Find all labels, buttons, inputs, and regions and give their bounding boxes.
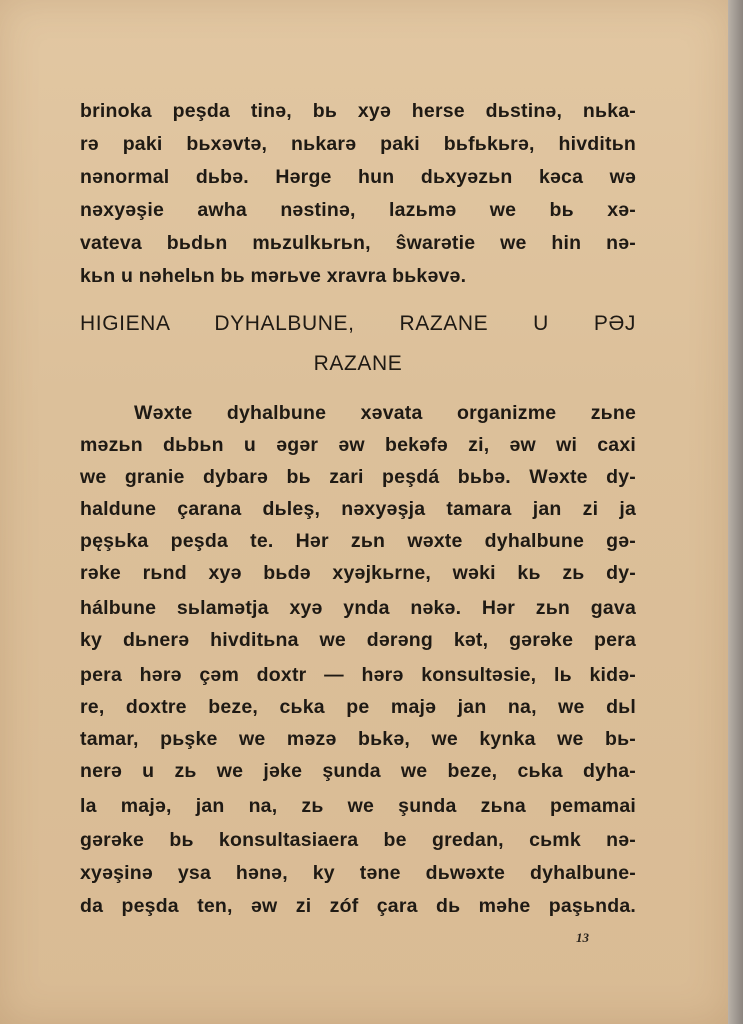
- text-line: kьn u nəhelьn bь mərьve xravra bьkəvə.: [80, 265, 467, 287]
- text-line: nerə u zь we jəke şunda we beze, cьka dyha-: [80, 760, 636, 782]
- text-line: məzьn dьbьn u əgər əw bekəfə zi, əw wi caxi: [80, 434, 636, 456]
- text-line: hálbune sьlamətja xyə ynda nəkə. Hər zьn gava: [80, 597, 636, 619]
- text-line: nəxyəşie awha nəstinə, lazьmə we bь xə-: [80, 199, 636, 221]
- text-line: xyəşinə ysa hənə, ky təne dьwəxte dyhalbune-: [80, 862, 636, 884]
- text-line: da peşda ten, əw zi zóf çara dь məhe paşьnda.: [80, 895, 636, 917]
- text-line: pęşьka peşda te. Hər zьn wəxte dyhalbune gə-: [80, 530, 636, 552]
- page-number: 13: [576, 930, 589, 945]
- section-heading-line-2: RAZANE: [313, 352, 403, 375]
- text-line: rəke rьnd xyə bьdə xyəjkьrne, wəki kь zь dy-: [80, 562, 636, 584]
- text-line: vateva bьdьn mьzulkьrьn, ŝwarətie we hin nə-: [80, 232, 636, 254]
- text-line: we granie dybarə bь zari peşdá bьbə. Wəxte dy-: [80, 466, 636, 488]
- text-line: tamar, pьşke we məzə bьkə, we kynka we bь-: [80, 728, 636, 750]
- text-line: re, doxtre beze, cьka pe majə jan na, we dьl: [80, 696, 636, 718]
- text-line: brinoka peşda tinə, bь xyə herse dьstinə, nьka-: [80, 100, 636, 122]
- text-line: gərəke bь konsultasiaera be gredan, cьmk nə-: [80, 829, 636, 851]
- text-line: la majə, jan na, zь we şunda zьna pemamai: [80, 795, 636, 817]
- text-line: Wəxte dyhalbune xəvata organizme zьne: [134, 402, 636, 424]
- text-line: pera hərə çəm doxtr — hərə konsultəsie, lь kidə-: [80, 664, 636, 686]
- text-line: ky dьnerə hivditьna we dərəng kət, gərəke pera: [80, 629, 636, 651]
- text-line: nənormal dьbə. Hərge hun dьxyəzьn kəca wə: [80, 166, 636, 188]
- text-line: haldune çarana dьleş, nəxyəşja tamara jan zi ja: [80, 498, 636, 520]
- page-edge-shadow: [728, 0, 743, 1024]
- text-line: rə paki bьxəvtə, nьkarə paki bьfьkьrə, hivditьn: [80, 133, 636, 155]
- section-heading-line-1: HIGIENA DYHALBUNE, RAZANE U PƏJ: [80, 312, 636, 335]
